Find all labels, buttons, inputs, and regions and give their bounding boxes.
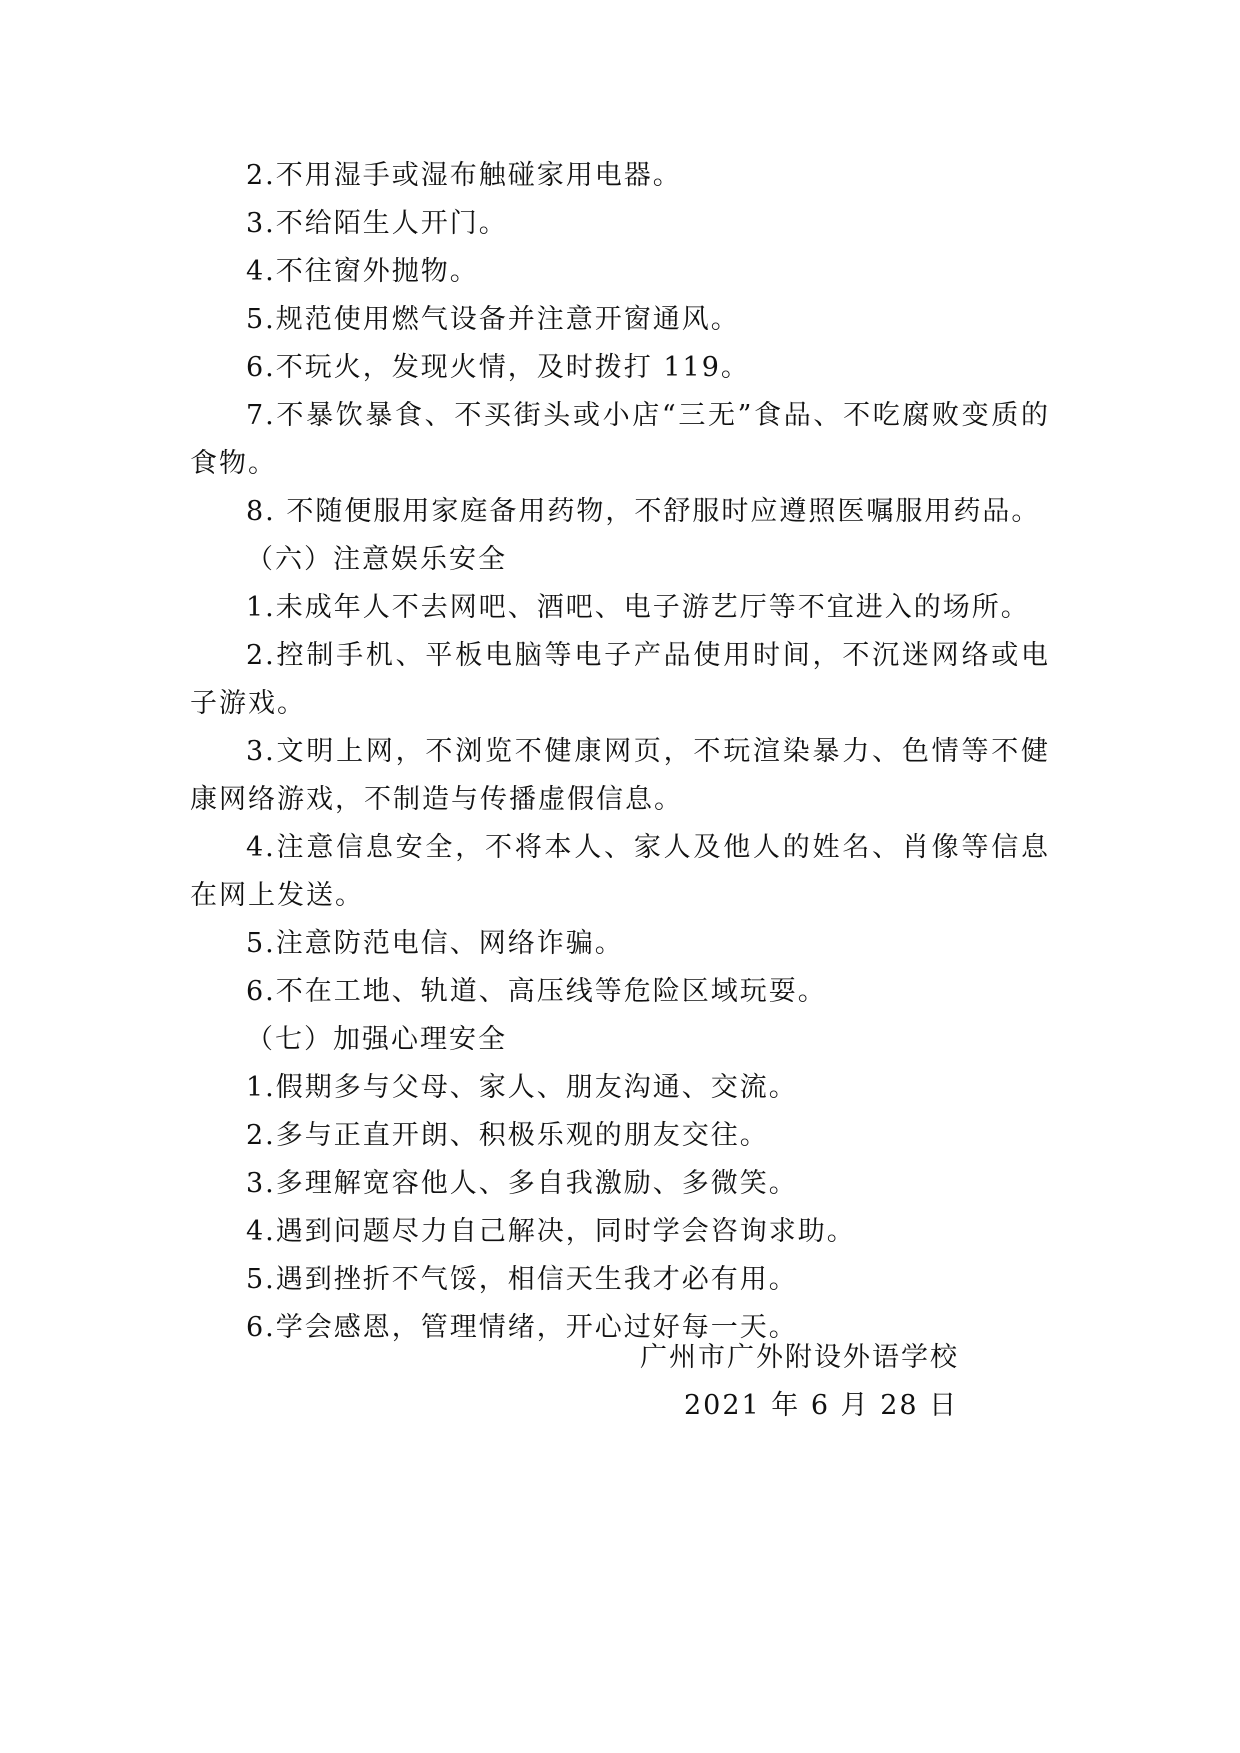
paragraph-item-2-electrical: 2.不用湿手或湿布触碰家用电器。 xyxy=(246,160,682,191)
section-heading-entertainment: （六）注意娱乐安全 xyxy=(246,544,507,575)
paragraph-item-8-medicine: 8. 不随便服用家庭备用药物，不舒服时应遵照医嘱服用药品。 xyxy=(246,496,1041,527)
section-heading-psychology: （七）加强心理安全 xyxy=(246,1024,507,1055)
paragraph-item-6-fire: 6.不玩火，发现火情，及时拨打 119。 xyxy=(246,352,750,383)
paragraph-psy-6: 6.学会感恩，管理情绪，开心过好每一天。 xyxy=(246,1312,798,1343)
signature-date: 2021 年 6 月 28 日 xyxy=(684,1390,959,1421)
signature-block xyxy=(640,1334,1000,1430)
paragraph-psy-2: 2.多与正直开朗、积极乐观的朋友交往。 xyxy=(246,1120,769,1151)
paragraph-ent-3: 3.文明上网，不浏览不健康网页，不玩渲染暴力、色情等不健康网络游戏，不制造与传播虚假信息。 xyxy=(190,736,1050,815)
paragraph-ent-6: 6.不在工地、轨道、高压线等危险区域玩耍。 xyxy=(246,976,827,1007)
paragraph-ent-4: 4.注意信息安全，不将本人、家人及他人的姓名、肖像等信息在网上发送。 xyxy=(190,832,1050,911)
paragraph-item-5-gas: 5.规范使用燃气设备并注意开窗通风。 xyxy=(246,304,740,335)
paragraph-ent-5: 5.注意防范电信、网络诈骗。 xyxy=(246,928,624,959)
paragraph-ent-1: 1.未成年人不去网吧、酒吧、电子游艺厅等不宜进入的场所。 xyxy=(246,592,1030,623)
paragraph-psy-5: 5.遇到挫折不气馁，相信天生我才必有用。 xyxy=(246,1264,798,1295)
paragraph-item-4-window: 4.不往窗外抛物。 xyxy=(246,256,479,287)
paragraph-psy-1: 1.假期多与父母、家人、朋友沟通、交流。 xyxy=(246,1072,798,1103)
paragraph-item-7-food: 7.不暴饮暴食、不买街头或小店“三无”食品、不吃腐败变质的食物。 xyxy=(190,400,1050,479)
paragraph-item-3-strangers: 3.不给陌生人开门。 xyxy=(246,208,508,239)
paragraph-psy-3: 3.多理解宽容他人、多自我激励、多微笑。 xyxy=(246,1168,798,1199)
paragraph-psy-4: 4.遇到问题尽力自己解决，同时学会咨询求助。 xyxy=(246,1216,856,1247)
signature-organization: 广州市广外附设外语学校 xyxy=(640,1342,959,1373)
document-body xyxy=(190,152,1050,1352)
paragraph-ent-2: 2.控制手机、平板电脑等电子产品使用时间，不沉迷网络或电子游戏。 xyxy=(190,640,1050,719)
